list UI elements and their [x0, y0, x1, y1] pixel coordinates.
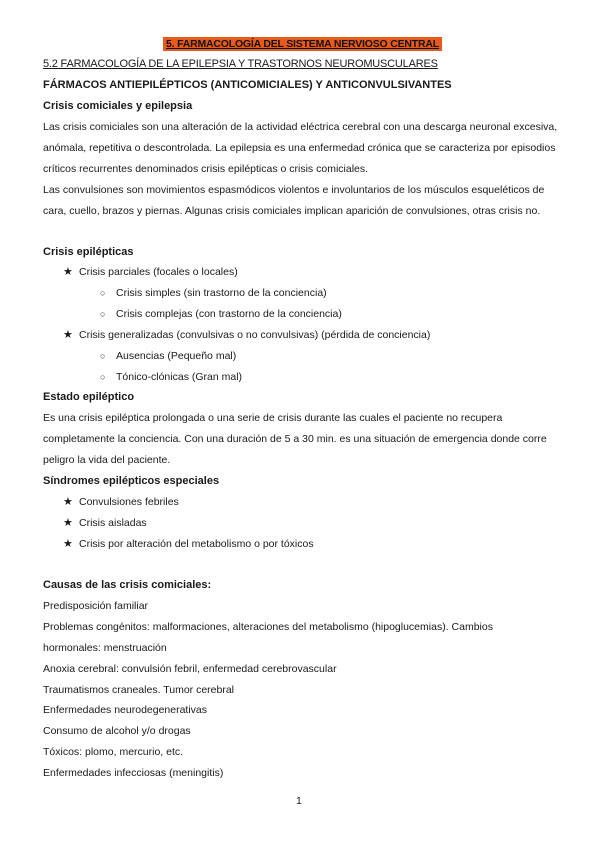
heading-crisis-comiciales: Crisis comiciales y epilepsia [43, 100, 193, 112]
circle-bullet-icon: ○ [100, 372, 106, 382]
list-item: ★ Convulsiones febriles [63, 496, 179, 508]
list-item: Enfermedades neurodegenerativas [43, 704, 208, 716]
star-bullet-icon: ★ [63, 517, 73, 529]
list-item: Traumatismos craneales. Tumor cerebral [43, 684, 235, 696]
star-bullet-icon: ★ [63, 329, 73, 341]
heading-sindromes: Síndromes epilépticos especiales [43, 475, 220, 487]
paragraph-2: Las convulsiones son movimientos espasmódicos violentos e involuntarios de los músculos esqueléticos de cara, cuello, brazos y piernas. Algunas crisis comiciales implican aparición de convulsiones, otras crisis no. [43, 184, 545, 217]
list-item: Tóxicos: plomo, mercurio, etc. [43, 746, 184, 758]
chapter-title: 5. FARMACOLOGÍA DEL SISTEMA NERVIOSO CENTRAL [163, 37, 442, 51]
list-item: ★ Crisis generalizadas (convulsivas o no convulsivas) (pérdida de conciencia) [63, 329, 431, 341]
list-item: ○ Tónico-clónicas (Gran mal) [100, 371, 243, 383]
star-bullet-icon: ★ [63, 538, 73, 550]
paragraph-estado-epileptico: Es una crisis epiléptica prolongada o una serie de crisis durante las cuales el paciente no recupera completamente la conciencia. Con una duración de 5 a 30 min. es una situación de emergencia donde corre peligro la vida del paciente. [43, 412, 547, 466]
list-item: ○ Crisis complejas (con trastorno de la conciencia) [100, 308, 342, 320]
star-bullet-icon: ★ [63, 266, 73, 278]
paragraph-crisis-comiciales [43, 117, 558, 222]
heading-crisis-epilepticas: Crisis epilépticas [43, 246, 134, 258]
list-item: ○ Crisis simples (sin trastorno de la conciencia) [100, 287, 327, 299]
list-item: Problemas congénitos: malformaciones, alteraciones del metabolismo (hipoglucemias). Cambios [43, 621, 493, 633]
list-item: ★ Crisis parciales (focales o locales) [63, 266, 238, 278]
circle-bullet-icon: ○ [100, 351, 106, 361]
paragraph-1: Las crisis comiciales son una alteración de la actividad eléctrica cerebral con una descarga neuronal excesiva, anómala, repetitiva o descontrolada. La epilepsia es una enfermedad crónica que se caracteriza por episodios críticos recurrentes denominados crisis epilépticas o crisis comiciales. [43, 121, 558, 175]
list-item: Predisposición familiar [43, 600, 149, 612]
section-title: 5.2 FARMACOLOGÍA DE LA EPILEPSIA Y TRASTORNOS NEUROMUSCULARES [43, 58, 438, 70]
circle-bullet-icon: ○ [100, 309, 106, 319]
list-item: Consumo de alcohol y/o drogas [43, 725, 191, 737]
list-item: ★ Crisis por alteración del metabolismo o por tóxicos [63, 538, 314, 550]
list-item: hormonales: menstruación [43, 642, 167, 654]
list-item: Enfermedades infecciosas (meningitis) [43, 767, 224, 779]
list-item: Anoxia cerebral: convulsión febril, enfermedad cerebrovascular [43, 663, 337, 675]
list-item: ★ Crisis aisladas [63, 517, 147, 529]
page-number: 1 [296, 795, 302, 807]
star-bullet-icon: ★ [63, 496, 73, 508]
main-heading: FÁRMACOS ANTIEPILÉPTICOS (ANTICOMICIALES) Y ANTICONVULSIVANTES [43, 79, 452, 91]
heading-estado-epileptico: Estado epiléptico [43, 391, 135, 403]
list-item: ○ Ausencias (Pequeño mal) [100, 350, 237, 362]
heading-causas: Causas de las crisis comiciales: [43, 579, 212, 591]
circle-bullet-icon: ○ [100, 288, 106, 298]
